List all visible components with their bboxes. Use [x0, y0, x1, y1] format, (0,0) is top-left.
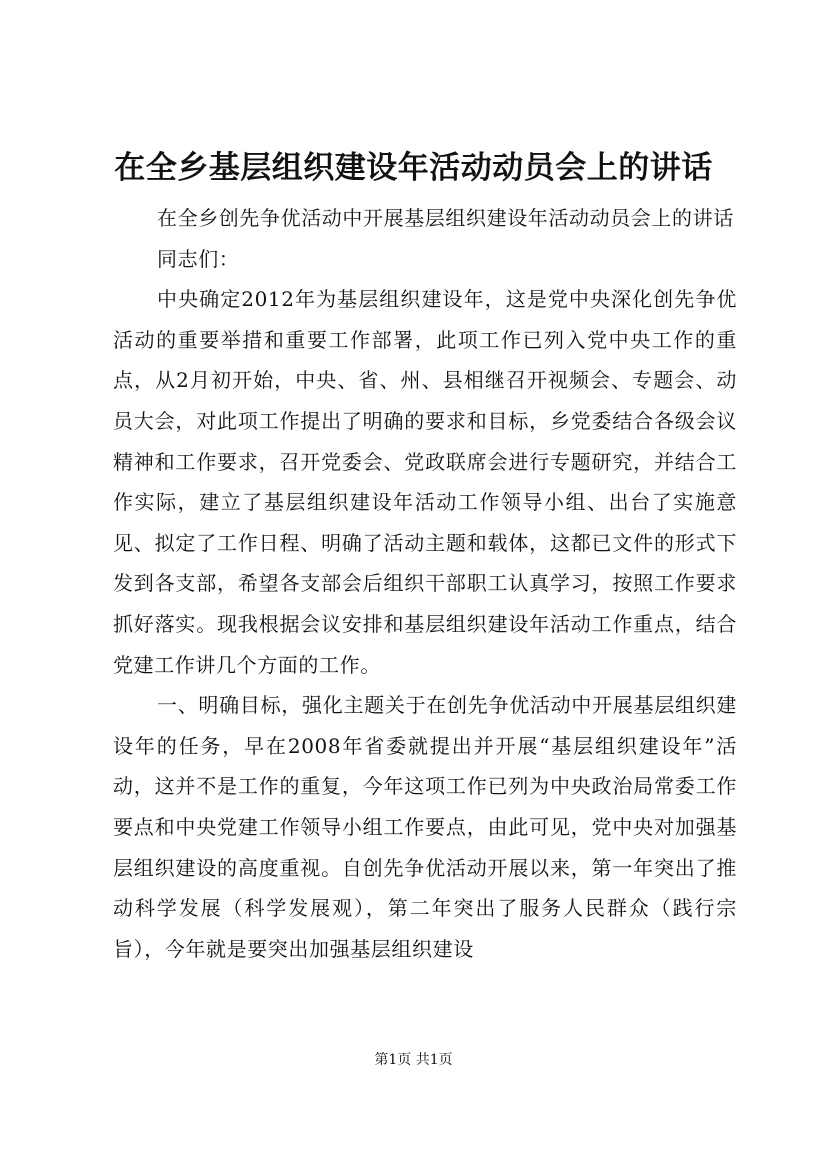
page-number-footer: 第1页 共1页 [374, 1052, 453, 1068]
section-one-paragraph: 一、明确目标，强化主题关于在创先争优活动中开展基层组织建设年的任务，早在2008年省委就提出并开展“基层组织建设年”活动，这并不是工作的重复，今年这项工作已列为中央政治局常委工作要点和中央党建工作领导小组工作要点，由此可见，党中央对加强基层组织建设的高度重视。自创先争优活动开展以来，第一年突出了推动科学发展（科学发展观），第二年突出了服务人民群众（践行宗旨），今年就是要突出加强基层组织建设 [113, 693, 737, 961]
document-title: 在全乡基层组织建设年活动动员会上的讲话 [114, 150, 713, 186]
salutation-paragraph: 同志们： [157, 246, 240, 271]
intro-paragraph: 中央确定2012年为基层组织建设年，这是党中央深化创先争优活动的重要举措和重要工作部署，此项工作已列入党中央工作的重点，从2月初开始，中央、省、州、县相继召开视频会、专题会、动员大会，对此项工作提出了明确的要求和目标，乡党委结合各级会议精神和工作要求，召开党委会、党政联席会进行专题研究，并结合工作实际，建立了基层组织建设年活动工作领导小组、出台了实施意见、拟定了工作日程、明确了活动主题和载体，这都已文件的形式下发到各支部，希望各支部会后组织干部职工认真学习，按照工作要求抓好落实。现我根据会议安排和基层组织建设年活动工作重点，结合党建工作讲几个方面的工作。 [113, 287, 737, 677]
speech-subtitle-paragraph: 在全乡创先争优活动中开展基层组织建设年活动动员会上的讲话 [157, 206, 734, 230]
document-body [113, 198, 737, 969]
